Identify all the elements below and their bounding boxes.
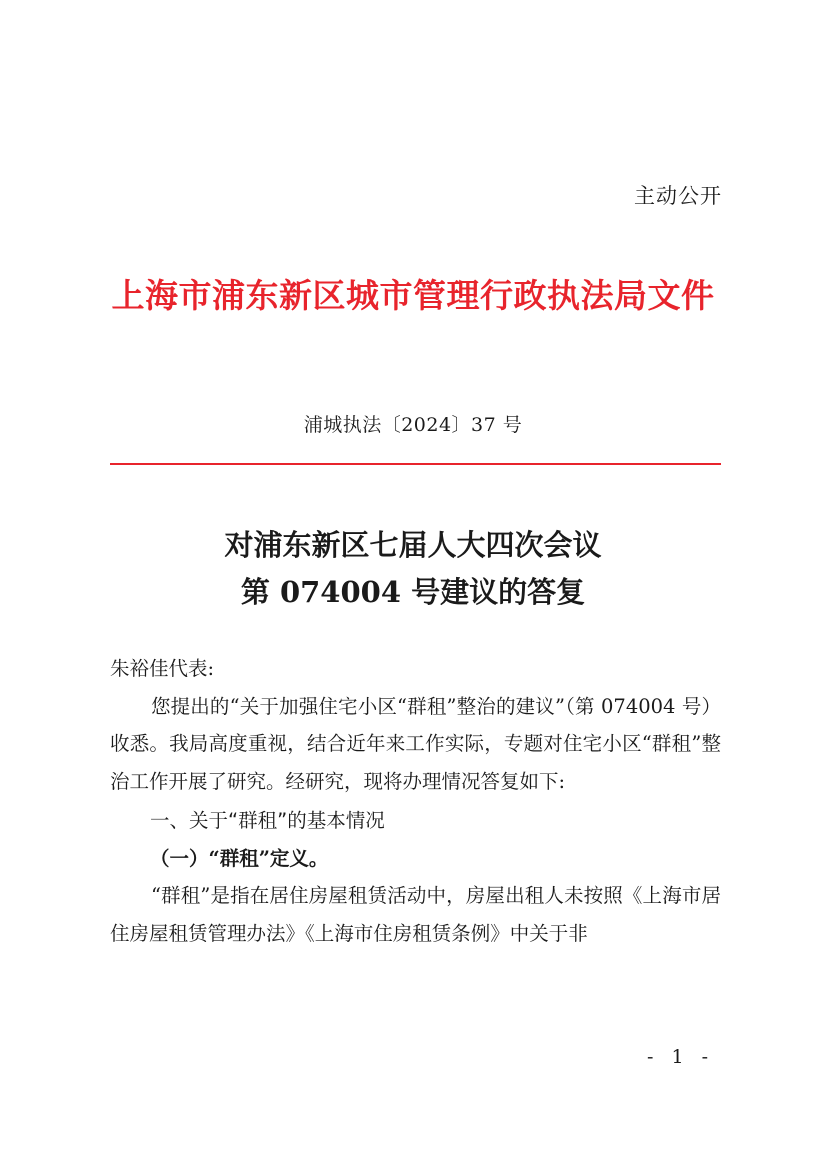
section-heading-1: 一、关于“群租”的基本情况 xyxy=(150,809,385,832)
document-title xyxy=(0,522,826,616)
paragraph-intro: 您提出的“关于加强住宅小区“群租”整治的建议”（第 074004 号）收悉。我局高度重视，结合近年来工作实际，专题对住宅小区“群租”整治工作开展了研究。经研究，现将办理情况答复如下: xyxy=(110,694,721,793)
document-number: 浦城执法〔2024〕37 号 xyxy=(303,414,523,436)
subsection-heading-1: （一）“群租”定义。 xyxy=(150,846,329,870)
paragraph-definition: “群租”是指在居住房屋租赁活动中，房屋出租人未按照《上海市居住房屋租赁管理办法》《上海市住房租赁条例》中关于非 xyxy=(110,884,721,945)
disclosure-label: 主动公开 xyxy=(634,184,722,208)
issuer-title: 上海市浦东新区城市管理行政执法局文件 xyxy=(111,276,715,315)
title-line-2: 第 074004 号建议的答复 xyxy=(240,575,586,609)
title-line-1: 对浦东新区七届人大四次会议 xyxy=(224,528,602,562)
page-number: - 1 - xyxy=(646,1046,714,1068)
document-body xyxy=(110,650,721,952)
salutation: 朱裕佳代表: xyxy=(110,657,215,680)
red-divider xyxy=(110,463,721,465)
